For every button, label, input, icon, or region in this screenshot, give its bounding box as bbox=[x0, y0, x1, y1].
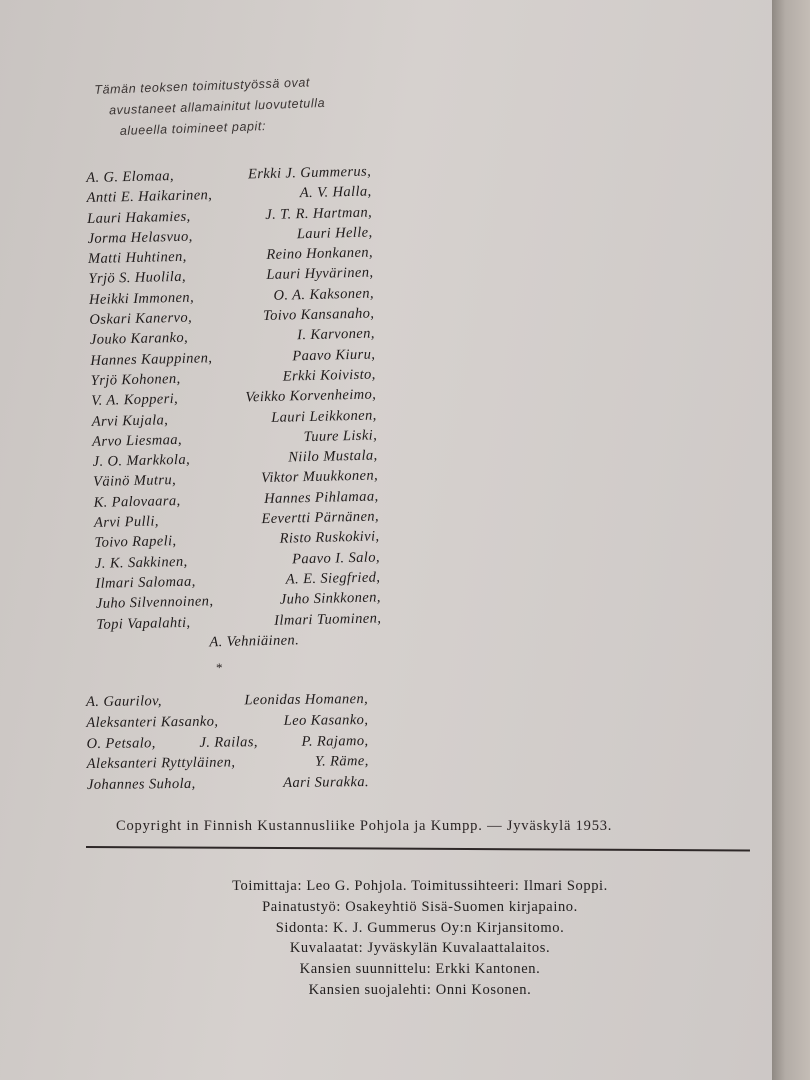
name: I. Karvonen, bbox=[296, 325, 376, 344]
name: Yrjö Kohonen, bbox=[90, 370, 181, 389]
name: Lauri Leikkonen, bbox=[271, 407, 377, 426]
name: J. K. Sakkinen, bbox=[94, 553, 188, 572]
name: Toivo Kansanaho, bbox=[262, 305, 375, 325]
name: J. O. Markkola, bbox=[92, 451, 191, 471]
credits-block bbox=[160, 876, 680, 1001]
credit-line: Kuvalaatat: Jyväskylän Kuvalaattalaitos. bbox=[289, 940, 551, 957]
name: A. G. Elomaa, bbox=[86, 168, 175, 186]
name: Aleksanteri Ryttyläinen, bbox=[86, 754, 236, 773]
name: Y. Räme, bbox=[314, 753, 369, 770]
intro-text bbox=[92, 70, 384, 143]
name: Ilmari Tuominen, bbox=[274, 609, 382, 629]
name: K. Palovaara, bbox=[93, 492, 181, 511]
section-separator: * bbox=[216, 660, 223, 675]
name: J. T. R. Hartman, bbox=[265, 204, 373, 223]
name: Arvi Pulli, bbox=[93, 513, 160, 531]
name: A. Vehniäinen. bbox=[209, 632, 300, 651]
name: Toivo Rapeli, bbox=[94, 533, 177, 552]
name-row bbox=[86, 731, 368, 755]
name: Veikko Korvenheimo, bbox=[245, 386, 377, 406]
name: Reino Honkanen, bbox=[266, 244, 374, 264]
name: Yrjö S. Huolila, bbox=[88, 269, 187, 288]
name: P. Rajamo, bbox=[301, 732, 369, 750]
name-row bbox=[87, 751, 369, 775]
name: Arvi Kujala, bbox=[91, 411, 169, 430]
name: Lauri Helle, bbox=[296, 224, 373, 243]
name: Paavo I. Salo, bbox=[291, 549, 381, 568]
name-row bbox=[87, 772, 369, 796]
name: Johannes Suhola, bbox=[86, 776, 196, 794]
name: A. E. Siegfried, bbox=[285, 569, 381, 588]
intro-line: avustaneet allamainitut luovutetulla bbox=[108, 95, 326, 118]
name: Aari Surakka. bbox=[283, 774, 370, 792]
name: O. Petsalo, bbox=[86, 734, 156, 752]
name: A. Gaurilov, bbox=[86, 693, 163, 710]
name: Jorma Helasvuo, bbox=[87, 228, 193, 247]
name: Juho Sinkkonen, bbox=[279, 589, 382, 608]
copyright-line: Copyright in Finnish Kustannusliike Pohjola ja Kumpp. — Jyväskylä 1953. bbox=[116, 818, 613, 834]
credit-line: Kansien suunnittelu: Erkki Kantonen. bbox=[299, 961, 541, 978]
credit-line: Toimittaja: Leo G. Pohjola. Toimitussihteeri: Ilmari Soppi. bbox=[232, 878, 608, 894]
name: Jouko Karanko, bbox=[89, 330, 189, 349]
name: Juho Silvennoinen, bbox=[95, 593, 214, 613]
name: V. A. Kopperi, bbox=[91, 391, 179, 410]
name: Matti Huhtinen, bbox=[87, 248, 187, 268]
name-row bbox=[86, 689, 368, 713]
name-row bbox=[86, 710, 368, 734]
name: Antti E. Haikarinen, bbox=[86, 187, 213, 207]
name: Viktor Muukkonen, bbox=[261, 467, 379, 487]
credit-line: Kansien suojalehti: Onni Kosonen. bbox=[308, 981, 532, 998]
name: Lauri Hakamies, bbox=[86, 208, 191, 227]
name: Väinö Mutru, bbox=[92, 472, 177, 491]
name: Heikki Immonen, bbox=[88, 289, 195, 308]
name: Oskari Kanervo, bbox=[89, 309, 193, 329]
name: Arvo Liesmaa, bbox=[92, 431, 183, 450]
name: Paavo Kiuru, bbox=[292, 346, 376, 365]
name: Leonidas Homanen, bbox=[244, 691, 369, 709]
credit-line: Sidonta: K. J. Gummerus Oy:n Kirjansitomo. bbox=[275, 919, 565, 936]
additional-name-list bbox=[86, 689, 369, 796]
name: Hannes Pihlamaa, bbox=[264, 488, 379, 507]
horizontal-rule bbox=[86, 846, 750, 851]
intro-line: alueella toimineet papit: bbox=[119, 118, 267, 139]
name: O. A. Kaksonen, bbox=[273, 285, 375, 304]
intro-line: Tämän teoksen toimitustyössä ovat bbox=[94, 75, 311, 97]
name: Erkki Koivisto, bbox=[282, 366, 376, 385]
name: Tuure Liski, bbox=[303, 427, 378, 445]
name: Risto Ruskokivi, bbox=[279, 528, 380, 548]
name: J. Railas, bbox=[199, 733, 258, 751]
name: Ilmari Salomaa, bbox=[95, 573, 196, 592]
next-page-edge bbox=[772, 0, 810, 1080]
priest-name-list bbox=[86, 162, 382, 655]
name: Aleksanteri Kasanko, bbox=[86, 713, 219, 731]
name: Niilo Mustala, bbox=[288, 447, 378, 466]
name: Topi Vapalahti, bbox=[96, 614, 191, 633]
name: Erkki J. Gummerus, bbox=[247, 163, 372, 183]
name: Hannes Kauppinen, bbox=[90, 349, 213, 369]
name: Leo Kasanko, bbox=[283, 711, 369, 729]
name: A. V. Halla, bbox=[299, 183, 372, 202]
credit-line: Painatustyö: Osakeyhtiö Sisä-Suomen kirjapaino. bbox=[262, 898, 578, 915]
name: Eevertti Pärnänen, bbox=[261, 508, 380, 528]
name: Lauri Hyvärinen, bbox=[266, 264, 374, 284]
